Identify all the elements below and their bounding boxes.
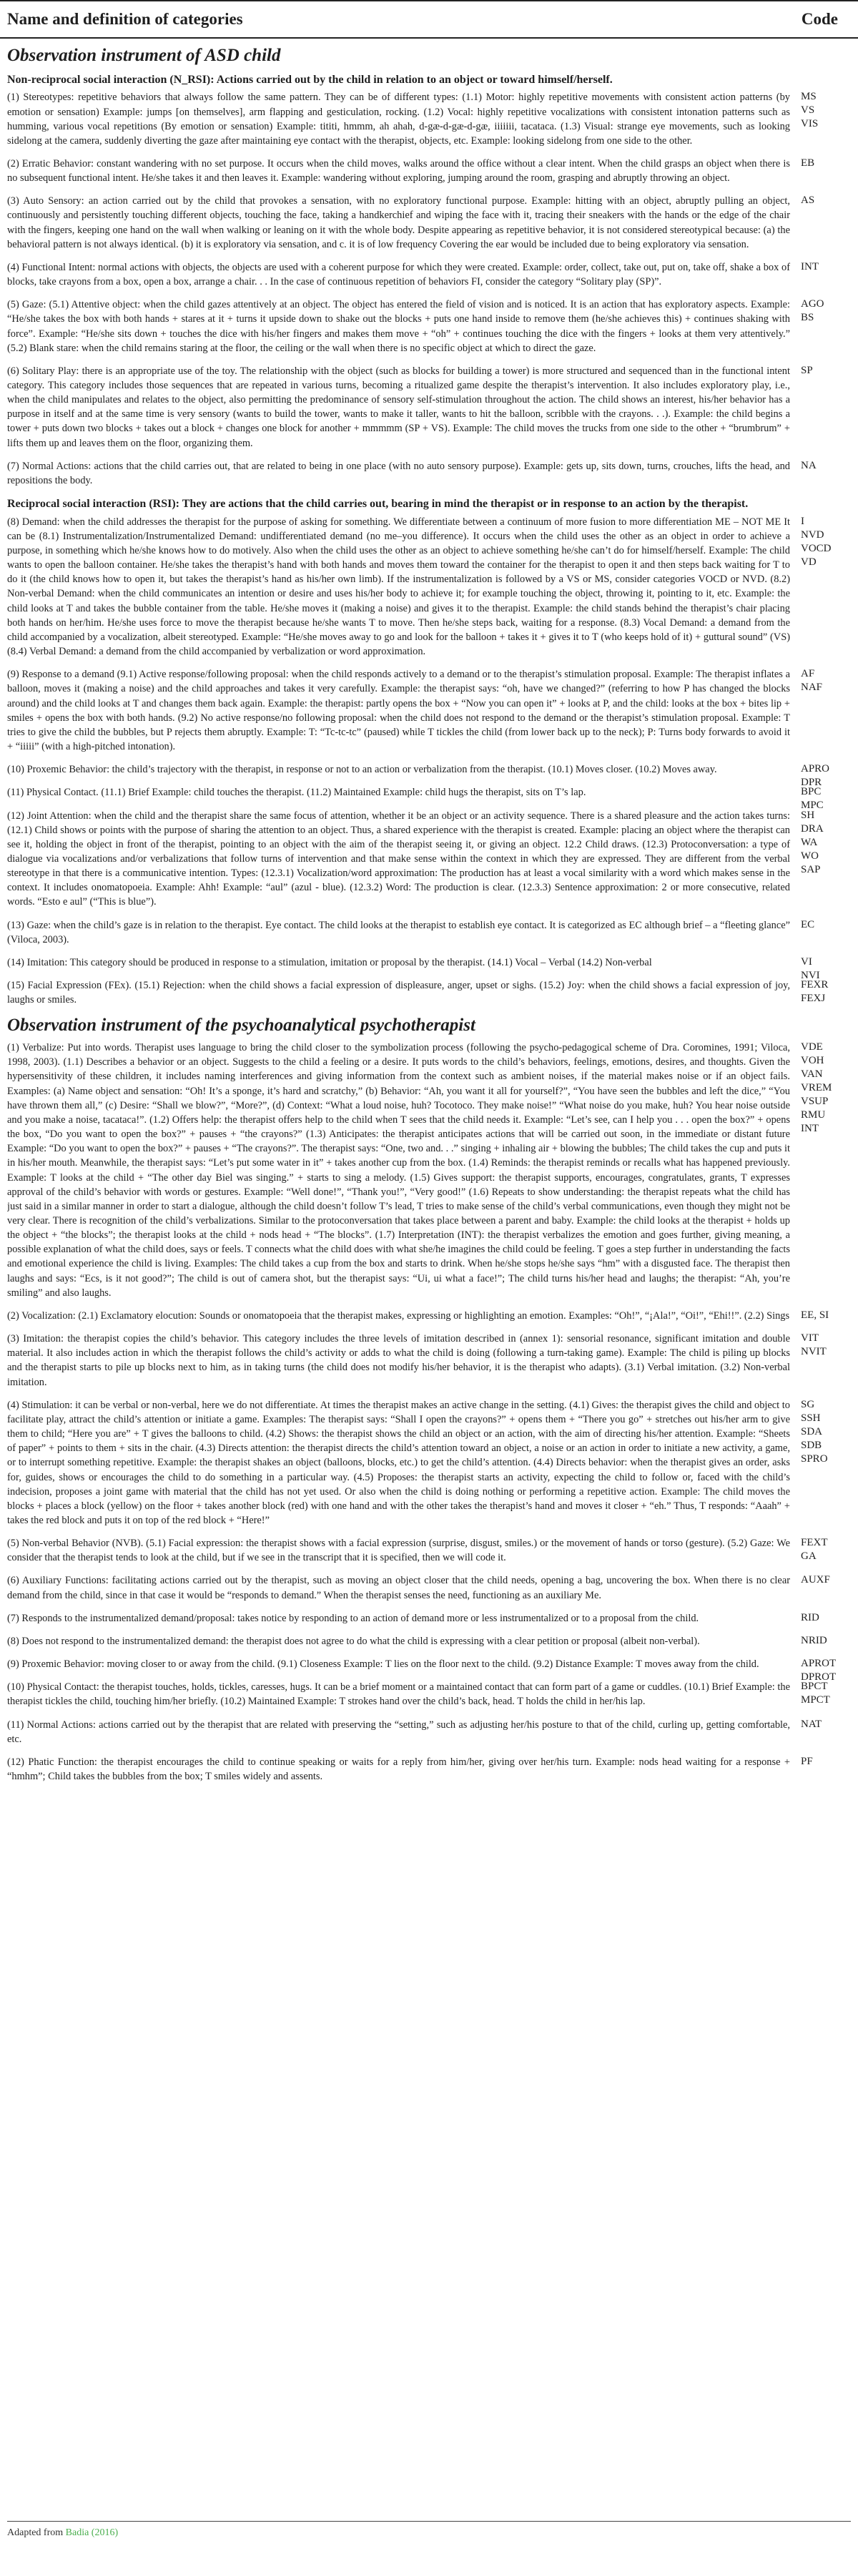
category-row — [7, 785, 824, 812]
category-row — [7, 1309, 829, 1323]
category-row — [7, 809, 824, 910]
code-cell — [801, 298, 844, 325]
code: SH — [801, 809, 815, 821]
category-demand: (8) Demand: when the child addresses the therapist for the purpose of asking for something. We differentiate between a continuum of more fusion to more differentiation ME – NOT ME It can be (8.1) Instrumentalization/Instrumentalized Demand: undifferentiated demand (no me–you difference). It occurs when the child uses the other as an object in order to achieve a purpose, in something which he/she knows how to do motively. Also when the child uses the other as an object to achieve something he/she can’t do for himself/herself. Example: The child wants to open the balloon container. He/she takes the therapist’s hand with both hands and moves them toward the container for the therapist to open it and then steps back waiting for T to do it (the child knows how to open it, but takes the therapist’s hand as his/her own limb). If the instrumentalization is followed by a VS or MS, consider categories VOCD or NVD. (8.2) Non-verbal Demand: when the child communicates an intention or desire and uses his/her body to achieve it; for example touching the object, throwing it, pointing to it, etc. Example: the child looks at T and takes the bubble container from the table. He/she moves it (making a noise) and gives it to the therapist. Example: the child stands behind the therapist’s chair placing both hands on her/him. He/she uses force to move the therapist because he/she wants T to move. Then he/she steps back, waiting for a response. (8.3) Vocal Demand: a demand from the child accompanied by a vocalization, albeit stereotyped. Example: “He/she moves away to go and look for the balloon + takes it + gives it to T (who keeps hold of it) + guttural sound” (VS) (8.4) Verbal Demand: a demand from the child accompanied by verbalization or word approximation. — [7, 516, 790, 658]
code: I — [801, 515, 804, 527]
table-body — [7, 39, 851, 2492]
code: RID — [801, 1611, 819, 1623]
code-cell — [801, 157, 844, 170]
code: MS — [801, 91, 817, 103]
code: WO — [801, 850, 819, 862]
code: NVI — [801, 969, 820, 981]
code-cell — [801, 978, 844, 1006]
code: VIS — [801, 118, 819, 130]
category-stimulation: (4) Stimulation: it can be verbal or non-verbal, here we do not differentiate. At times the therapist makes an active change in the setting. (4.1) Gives: the therapist gives the child and object to facilitate play, attract the child’s attention or initiate a game. Examples: The therapist says: “Shall I open the crayons?” + opens them + “There you go” + stretches out his/her arm to give them to child; “Here you are” + T gives the balloons to child. (4.2) Shows: the therapist shows the child an object or an action, with the aim of directing his/her attention. Example: “Sheets of paper” + points to them + sits in the chair. (4.3) Directs attention: the therapist directs the child’s attention toward an object, a noise or an action in order to initiate a new activity, a game, or to interrupt something repetitive. Example: the therapist shakes an object (balloons, blocks, etc.) to get the child’s attention. (4.4) Directs behavior: when the therapist gives an order, asks for, guides, shows or encourages the child to do something in a particular way. (4.5) Proposes: the therapist starts an activity, expecting the child to follow or, faced with the child’s indecision, proposes a joint game with material that the child has not yet used. Or also when the child is doing nothing or performing a repetitive action. Example: The child moves the blocks + places a block (yellow) on the floor + takes another block (red) with one hand and with the other takes the therapist’s hand and moves it closer + “eh.” Thus, T responds: “Aaah” + takes the red block and puts it on top of the red block + “Here!” — [7, 1399, 790, 1526]
code: DRA — [801, 822, 824, 835]
category-row — [7, 1755, 813, 1784]
category-auxiliary-functions: (6) Auxiliary Functions: facilitating actions carried out by the therapist, such as moving an object closer that the child needs, opening a bag, uncovering the box. When there is no clear demand from the child, since in that case it would be “responds to demand.” When the therapist senses the need, functioning as an auxiliary Me. — [7, 1575, 790, 1601]
code-cell — [801, 918, 844, 932]
code: VI — [801, 955, 812, 968]
code: VOH — [801, 1055, 824, 1067]
code: DPR — [801, 777, 822, 789]
category-row — [7, 762, 830, 789]
category-row — [7, 955, 820, 981]
category-phatic-function: (12) Phatic Function: the therapist encourages the child to continue speaking or waits for a reply from him/her, giving over her/his turn. Example: nods head waiting for a response + “hmhm”; Child takes the bubbles from the box; T smiles widely and assents. — [7, 1756, 790, 1782]
column-header-name: Name and definition of categories — [7, 10, 243, 28]
code: NVD — [801, 529, 824, 541]
category-row — [7, 1718, 822, 1746]
code: SDA — [801, 1425, 823, 1437]
category-row — [7, 1041, 832, 1300]
category-imitation-therapist: (3) Imitation: the therapist copies the child’s behavior. This category includes the three levels of imitation described in (annex 1): sensorial resonance, significant imitation and double material. It also includes action in which the therapist follows the child’s activity or adds to what the child is doing (following a turn-taking game). Example: The child is piling up blocks and the therapist starts to pile up blocks next to him, as in taking turns (the child does not modify his/her behavior, it is the therapist who adapts). (3.1) Verbal imitation. (3.2) Non-verbal imitation. — [7, 1333, 790, 1388]
category-row — [7, 364, 813, 451]
category-response-to-demand: (9) Response to a demand (9.1) Active response/following proposal: when the child responds actively to a demand or to the therapist’s stimulation proposal. Example: The therapist inflates a balloon, moves it (making a noise) and the child approaches and takes it very carefully. Example: the therapist says: “oh, have we changed?” (referring to how P has changed the blocks around) and the child looks at T and changes them back again. Example: the therapist: partly opens the box + “Now you can open it” + looks at P, and the child: looks at the box + bites lip + smiles + opens the box with both hands. (9.2) No active response/no following proposal: when the child does not respond to the demand or the therapist’s stimulation proposal. Example: T tries to give the child the bubbles, but P rejects them abruptly. Example: T: “Tc-tc-tc” (paused) while T tickles the child (from lower back up to the neck); P: Turns body forwards to avoid it + “iiiii” (with a high-pitched intonation). — [7, 669, 790, 753]
code: AUXF — [801, 1574, 830, 1586]
category-row — [7, 1657, 837, 1683]
code-cell — [801, 1718, 844, 1731]
category-functional-intent: (4) Functional Intent: normal actions with objects, the objects are used with a coherent purpose for which they were created. Example: order, collect, take out, put on, take off, shake a box of blocks, take crayons from a box, open a box, arrange a chair. . . In the case of continuous repetition of behaviors FI, consider the category “Solitary play (SP)”. — [7, 261, 790, 288]
category-row — [7, 1536, 828, 1565]
code: SDB — [801, 1439, 822, 1451]
code-cell — [801, 1755, 844, 1769]
code: NVIT — [801, 1346, 827, 1358]
code-cell — [801, 260, 844, 274]
code: VIT — [801, 1332, 819, 1344]
code: VAN — [801, 1068, 823, 1081]
code: NRID — [801, 1634, 827, 1646]
code: SG — [801, 1398, 815, 1410]
section-title-psychotherapist: Observation instrument of the psychoanalytical psychotherapist — [7, 1016, 475, 1036]
category-gaze-therapist: (13) Gaze: when the child’s gaze is in relation to the therapist. Eye contact. The child looks at the therapist to establish eye contact. It is categorized as EC although brief – a “fleeting glance” (Viloca, 2003). — [7, 919, 790, 945]
code: MPCT — [801, 1694, 830, 1706]
table-header — [0, 0, 858, 39]
category-row — [7, 459, 817, 488]
category-row — [7, 260, 819, 289]
code: APRO — [801, 763, 830, 775]
column-header-code: Code — [801, 10, 838, 28]
code: AS — [801, 195, 815, 207]
category-verbalize: (1) Verbalize: Put into words. Therapist uses language to bring the child closer to the symbolization process (following the psycho-pedagogical scheme of Dra. Coromines, 1991; Viloca, 1998, 2003). (1.1) Describes a behavior or an object. Suggests to the child a feeling or a desire. It puts words to the child’s behaviors, feelings, emotions, desires, and thoughts. Given the hypersensitivity of these children, it includes naming interferences and giving information from the context such as ambient noises, if the material makes noise or if an object fails. Examples: (a) Name object and sensation: “Oh! It’s a sponge, it’s hard and scratchy,” (b) Behavior: “Ah, you want it all for yourself?”, “You have seen the bubbles and left the dice,” “You have thrown them all,” (c) Desire: “Shall we blow?”, “More?”, (d) Context: “What a loud noise, huh? Tocotoco. They make noise!” “What noise do you make, huh? You hear noise outside and you make a noise, tacataca!”. (1.2) Offers help: the therapist offers help to the child when T sees that the child needs it. Example: “Let’s see, can I help you . . . open the box?” + opens the box, “Do you want to open the box?” + pauses + “the crayons?” (1.3) Anticipates: the therapist anticipates actions that will be carried out soon, in the immediate or distant future Example: “Do you want to open the box?” + pauses + “The crayons?”. The therapist says: “One, two and. . .” singing + inhaling air + blowing the bubbles; The child takes the cup and puts it in his/her mouth. Meanwhile, the therapist says: “Let’s put some water in it” + takes another cup from the box. (1.4) Reminds: the therapist reminds or recalls what has happened previously. Example: T looks at the child + “The other day Biel was singing.” + starts to sing a melody. (1.5) Gives support: the therapist supports, encourages, congratulates, grants, T expresses approval of the child’s behavior with words or gestures. Example: “Well done!”, “Thank you!”, “Very good!” (1.6) Repeats to show understanding: the therapist repeats what the child has just said in a similar manner in order to start a dialogue, although the child doesn’t follow T’s lead, T tries to make sense of the child’s verbal communications, even though they might not be very clear. There is recognition of the child’s verbalizations. Similar to the protoconversation that takes place between a parent and baby. Example: the child looks at the therapist + holds up the object + “the blocks”; the therapist looks at the child + nods head + “The blocks”. (1.7) Interpretation (INT): the therapist verbalizes the emotion and goes further, giving meaning, a possible explanation of what the child does, says or feels. T connects what the child does with what she/he imagines the child could be feeling. T goes a step further in understanding the facts and emotional experience the child is living. Examples: The child takes a cup from the box and starts to drink. When he/she stops he/she says “hm” with a disgusted face. The therapist then laughs and says: “Ecs, is it not good?”; The child is out of camera shot, but the therapist says: “Ui, ui what a face!”; The child turns his/her head and laughs; the therapist: “Ah, you’re smiling” and also laughs. — [7, 1042, 790, 1299]
code: WA — [801, 836, 818, 848]
code: VD — [801, 556, 817, 568]
category-row — [7, 1398, 828, 1528]
code: APROT — [801, 1658, 837, 1670]
code: NA — [801, 459, 817, 471]
category-non-verbal-behavior: (5) Non-verbal Behavior (NVB). (5.1) Facial expression: the therapist shows with a facial expression (surprise, disgust, smiles.) or the movement of hands or torso (gesture). (5.2) Gaze: We consider that the therapist tends to look at the child, but if we see in the transcript that it is specified, then we will code it. — [7, 1538, 790, 1564]
code-cell — [801, 459, 844, 473]
code: BPC — [801, 786, 822, 798]
category-row — [7, 667, 823, 754]
category-responds-demand: (7) Responds to the instrumentalized demand/proposal: takes notice by responding to an action of demand more or less instrumentalized or to a proposal from the child. — [7, 1612, 699, 1624]
category-row — [7, 515, 832, 659]
code-cell — [801, 1041, 844, 1136]
code-cell — [801, 809, 844, 877]
code: VREM — [801, 1082, 832, 1094]
category-row — [7, 298, 824, 355]
code-cell — [801, 1398, 844, 1466]
table-footnote — [7, 2521, 851, 2539]
code: MPC — [801, 800, 824, 812]
category-row — [7, 1611, 819, 1626]
category-row — [7, 1332, 827, 1390]
code: INT — [801, 260, 819, 272]
category-row — [7, 978, 829, 1007]
category-not-respond-demand: (8) Does not respond to the instrumentalized demand: the therapist does not agree to do what the child is expressing with a clear petition or proposal (albeit non-verbal). — [7, 1635, 700, 1647]
code: VDE — [801, 1041, 823, 1053]
code: FEXT — [801, 1537, 828, 1549]
category-row — [7, 1634, 827, 1648]
code: SP — [801, 364, 813, 376]
category-row — [7, 90, 819, 148]
code-cell — [801, 194, 844, 207]
code-cell — [801, 515, 844, 569]
category-erratic-behavior: (2) Erratic Behavior: constant wandering with no set purpose. It occurs when the child moves, walks around the office without a clear intent. When the child grasps an object when there is no subsequent functional intent. He/she takes it and then leaves it. Example: wandering without exploring, jumping around the room, grasping and abruptly throwing an object. — [7, 157, 790, 185]
category-row — [7, 918, 815, 947]
category-proxemic-behavior: (10) Proxemic Behavior: the child’s trajectory with the therapist, in response or not to an action or verbalization from the therapist. (10.1) Moves closer. (10.2) Moves away. — [7, 764, 717, 776]
code: PF — [801, 1755, 813, 1767]
category-facial-expression: (15) Facial Expression (FEx). (15.1) Rejection: when the child shows a facial expression of displeasure, anger, upset or sighs. (15.2) Joy: when the child shows a facial expression of joy, laughs or smiles. — [7, 980, 790, 1006]
footnote-text: Adapted from — [7, 2527, 64, 2538]
code: EC — [801, 918, 815, 930]
category-physical-contact-therapist: (10) Physical Contact: the therapist touches, holds, tickles, caresses, hugs. It can be a brief moment or a maintained contact that can form part of a game or cuddles. (10.1) Brief Example: the therapist tickles the child, touching him/her briefly. (10.2) Maintained Example: T strokes hand over the child’s back, head. T holds the child in her/his lap. — [7, 1681, 790, 1708]
code: VOCD — [801, 542, 832, 554]
code-cell — [801, 1573, 844, 1587]
category-normal-actions: (7) Normal Actions: actions that the child carries out, that are related to being in one place (with no auto sensory purpose). Example: gets up, sits down, turns, crouches, lifts the head, and repositions the body. — [7, 460, 790, 486]
code: VS — [801, 104, 815, 117]
code-cell — [801, 1611, 844, 1625]
category-imitation: (14) Imitation: This category should be produced in response to a stimulation, imitation or proposal by the therapist. (14.1) Vocal – Verbal (14.2) Non-verbal — [7, 956, 652, 968]
section-title-asd: Observation instrument of ASD child — [7, 46, 281, 65]
category-row — [7, 1573, 830, 1602]
code: AGO — [801, 298, 824, 310]
code-cell — [801, 667, 844, 694]
code: NAT — [801, 1718, 822, 1730]
category-solitary-play: (6) Solitary Play: there is an appropriate use of the toy. The relationship with the object (such as blocks for building a tower) is more structured and sequenced than in the functional intent category. This category includes those sequences that are repeated in various turns, becoming a ritualized game despite the therapist’s intervention. It also includes exploratory play, i.e., when the child manipulates and relates to the object, also permitting the predominance of sensory self-stimulation throughout the action. The child shows an interest, his/her behavior has a purpose in itself and at the same time is very sensory (wants to build the tower, wants to make it taller, wants to hit the balloon, scribble with the crayons. . .). Example: the child begins a tower + puts down two blocks + takes out a block + changes one block for another + mmmmm (SP + VS). Example: The child moves the trucks from one side to the other + “brumbrum” + lifts them up and leaves them on the floor, organizing them. — [7, 365, 790, 449]
code: FEXJ — [801, 993, 826, 1005]
category-row — [7, 157, 815, 185]
code-cell — [801, 1332, 844, 1359]
category-gaze: (5) Gaze: (5.1) Attentive object: when the child gazes attentively at an object. The object has entered the field of vision and is noticed. It is an action that has exploratory aspects. Example: “He/she takes the box with both hands + stares at it + turns it upside down to shake out the blocks + puts one hand inside to remove them (he/she achieves this) + continues shaking with force”. Example: “He/she sits down + touches the dice with his/her fingers and makes them move + “oh” + continues touching the dice with the fingers + looks at them very attentively.” (5.2) Blank stare: when the child remains staring at the floor, the ceiling or the wall when there is no specific object at which to direct the gaze. — [7, 299, 790, 354]
category-vocalization: (2) Vocalization: (2.1) Exclamatory elocution: Sounds or onomatopoeia that the therapist makes, expressing or highlighting an emotion. Examples: “Oh!”, “¡Ala!”, “Oi!”, “Ehi!!”. (2.2) Sings — [7, 1309, 790, 1322]
code: GA — [801, 1550, 817, 1563]
code: EB — [801, 157, 815, 169]
code: INT — [801, 1123, 819, 1135]
category-joint-attention: (12) Joint Attention: when the child and the therapist share the same focus of attention, whether it be an object or an activity sequence. There is a shared pleasure and the action takes turns: (12.1) Child shows or points with the purpose of sharing the attention to an object. Thus, a shared experience with the therapist is created. Example: placing an object where the therapist can see it, holding the object in front of the therapist, pointing to an object with the aim of the therapist seeing it, or giving an object. 12.2 Child draws. (12.3) Protoconversation: a type of dialogue via vocalizations and/or verbalizations that follow turns of intervention and that make sense within the context in which they are expressed. They are different from the verbal stereotype in that there is a communicative intention. Types: (12.3.1) Vocalization/word approximation: The production has at least a vocal similarity with a word which makes sense in the context. It includes onomatopoeia. Example: Ahh! Example: “aul” (azul - blue). (12.3.2) Word: The production is clear. (12.3.3) Sentence approximation: 2 or more consecutive, related words. “Esto e aul” (“This is blue”). — [7, 810, 790, 908]
category-stereotypes: (1) Stereotypes: repetitive behaviors that always follow the same pattern. They can be of different types: (1.1) Motor: highly repetitive movements with consistent action patterns (by emotion or sensation) Example: jumps [on themselves], arm flapping and gesticulation, rocking. (1.2) Vocal: highly repetitive vocalizations with consistent intonation patterns such as humming, various vocal repetitions (By emotion or sensation) Example: tititi, hmmm, ah ahah, d-gæ-d-gæ-d-gæ, iiiiiii, tacataca. (1.3) Visual: strange eye movements, such as looking sidelong at the camera, suddenly diverting the gaze after maintaining eye contact with the therapist, objects, etc. Example: looking sidelong from one side to the other. — [7, 92, 790, 147]
category-row — [7, 1680, 830, 1709]
code-cell — [801, 1634, 844, 1648]
subsection-rsi: Reciprocal social interaction (RSI): They are actions that the child carries out, bearing in mind the therapist or in response to an action by the therapist. — [7, 498, 749, 511]
code: NAF — [801, 682, 823, 694]
category-row — [7, 194, 815, 252]
category-list — [7, 46, 837, 1784]
code: BPCT — [801, 1681, 828, 1693]
subsection-nrsi: Non-reciprocal social interaction (N_RSI): Actions carried out by the child in relation to an object or toward himself/herself. — [7, 73, 613, 86]
category-proxemic-therapist: (9) Proxemic Behavior: moving closer to or away from the child. (9.1) Closeness Example: T lies on the floor next to the child. (9.2) Distance Example: T moves away from the child. — [7, 1658, 759, 1671]
code: SSH — [801, 1412, 821, 1424]
code-cell — [801, 1309, 844, 1322]
code: VSUP — [801, 1096, 829, 1108]
code: BS — [801, 312, 814, 324]
code: SPRO — [801, 1452, 828, 1465]
category-physical-contact: (11) Physical Contact. (11.1) Brief Example: child touches the therapist. (11.2) Maintained Example: child hugs the therapist, sits on T’s lap. — [7, 787, 586, 799]
code-cell — [801, 364, 844, 378]
code-cell — [801, 1536, 844, 1563]
citation-link[interactable]: Badia (2016) — [65, 2527, 119, 2538]
code-cell — [801, 1680, 844, 1707]
category-normal-actions-therapist: (11) Normal Actions: actions carried out by the therapist that are related with preserving the “setting,” such as adjusting her/his posture to that of the child, curling up, getting comfortable, etc. — [7, 1719, 790, 1745]
code: SAP — [801, 863, 821, 875]
code: AF — [801, 668, 815, 680]
code: RMU — [801, 1109, 826, 1121]
code-cell — [801, 90, 844, 131]
code: DPROT — [801, 1671, 837, 1683]
code: FEXR — [801, 979, 829, 991]
code: EE, SI — [801, 1309, 829, 1321]
category-auto-sensory: (3) Auto Sensory: an action carried out by the child that provokes a sensation, with no exploratory functional purpose. Example: hitting with an object, abruptly pulling an object, continuously and persistently touching different objects, touching the face, taking a handkerchief and wiping the face with it, tracing their sneakers with the hands or the edge of the chair with the fingers, keeping one hand on the wall when walking or leaning on it with the whole body. Despite appearing as repetitive behavior, it is not considered stereotypical because: (a) the behavioral pattern is not always identical. (b) it is exploratory via sensation, and c. it is of low frequency Covering the ear would be included due to being exploratory via sensation. — [7, 195, 790, 250]
